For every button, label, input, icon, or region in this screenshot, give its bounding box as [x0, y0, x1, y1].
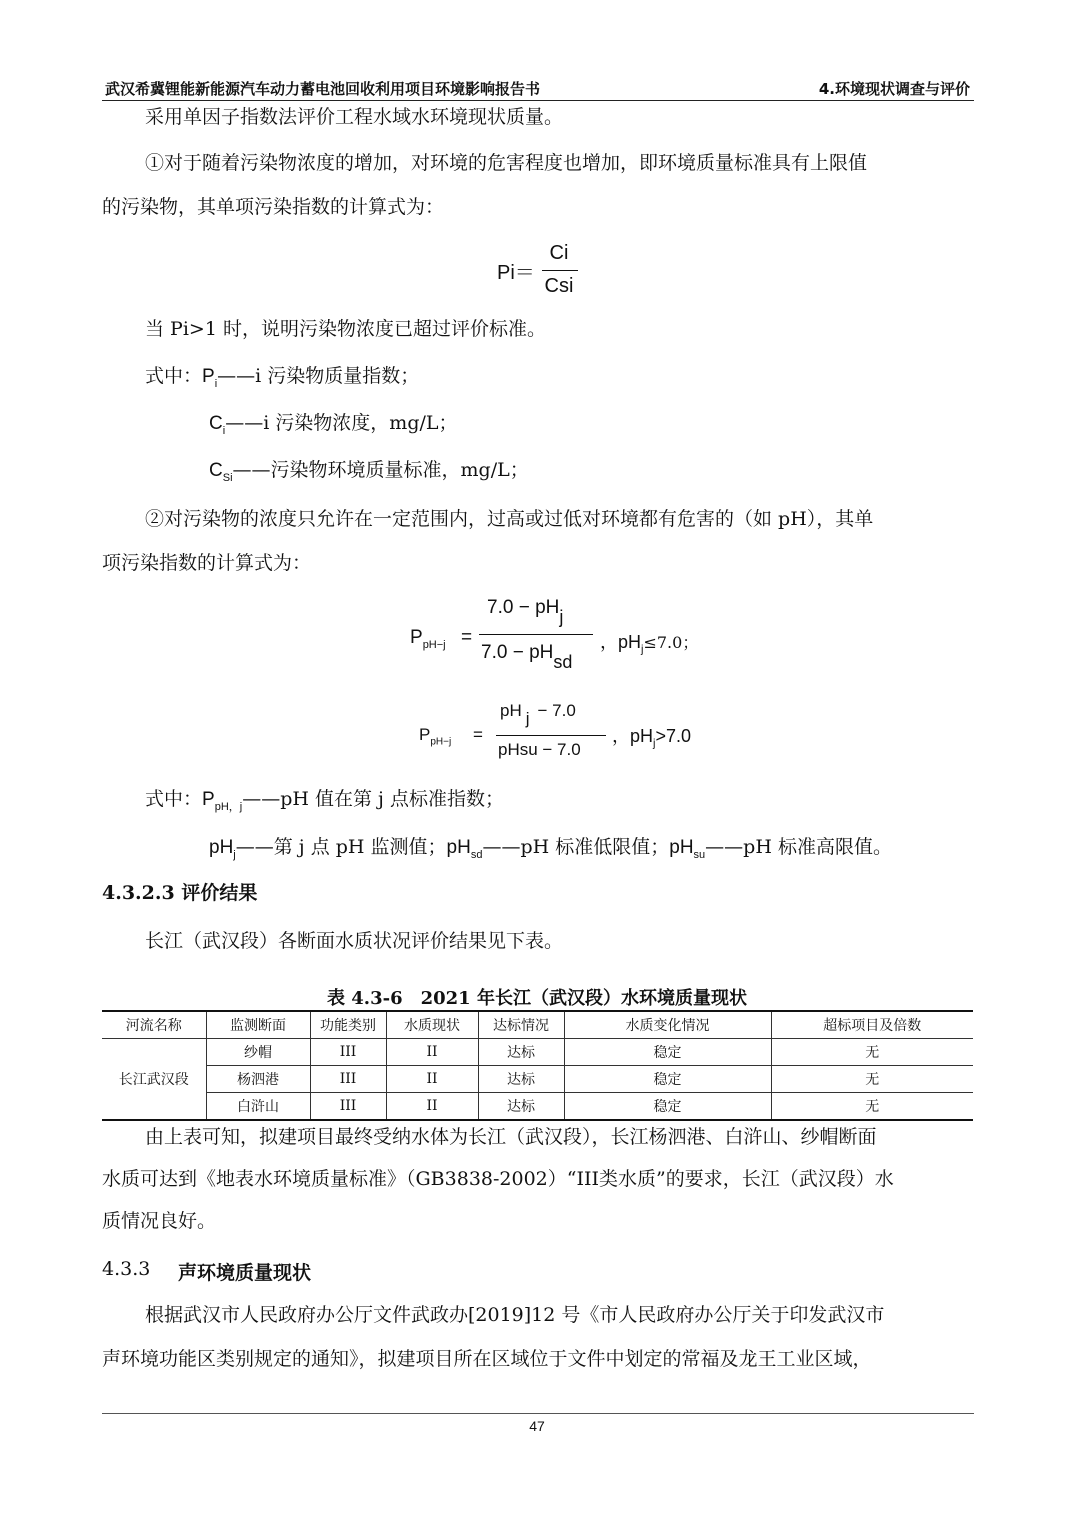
- paragraph-noise-line2: 声环境功能区类别规定的通知》，拟建项目所在区域位于文件中划定的常福及龙王工业区域，: [102, 1348, 872, 1370]
- formula3-lhs: $P_{pH-j}$: [419, 725, 452, 748]
- definition-pi: 式中：$P_i——i$ 污染物质量指数；: [145, 365, 420, 390]
- paragraph-method: 采用单因子指数法评价工程水域水环境现状质量。: [145, 106, 564, 128]
- table-cell: 达标: [478, 1093, 564, 1121]
- table-cell: 稳定: [564, 1093, 771, 1121]
- table-row: [102, 1066, 973, 1093]
- header-rule: [102, 100, 974, 101]
- table-cell: III: [310, 1039, 386, 1066]
- formula2-fraction-bar: [479, 634, 593, 635]
- table-cell: II: [386, 1066, 478, 1093]
- footer-rule: [102, 1413, 974, 1414]
- formula3-fraction-bar: [496, 735, 606, 736]
- paragraph-conclusion-line1: 由上表可知，拟建项目最终受纳水体为长江（武汉段），长江杨泗港、白浒山、纱帽断面: [145, 1126, 877, 1148]
- table-row: [102, 1039, 973, 1066]
- formula1-fraction-bar: [542, 270, 578, 271]
- formula3-numerator: pH j − 7.0: [500, 701, 576, 728]
- table-header-cell: 水质现状: [386, 1011, 478, 1039]
- table-cell: III: [310, 1093, 386, 1121]
- table-header-cell: 河流名称: [102, 1011, 206, 1039]
- table-cell: 稳定: [564, 1066, 771, 1093]
- table-cell: 达标: [478, 1039, 564, 1066]
- section-heading-4323: 4.3.2.3 评价结果: [102, 882, 258, 904]
- table-cell: 无: [771, 1066, 973, 1093]
- paragraph-ph-range-line2: 项污染指数的计算式为：: [102, 552, 312, 574]
- paragraph-upper-limit-line2: 的污染物，其单项污染指数的计算式为：: [102, 196, 445, 218]
- formula2-equals: =: [461, 627, 473, 648]
- paragraph-table-intro: 长江（武汉段）各断面水质状况评价结果见下表。: [145, 930, 564, 952]
- table-row: [102, 1093, 973, 1121]
- formula1-numerator: Ci: [549, 242, 569, 264]
- formula2-denominator: 7.0 − pHsd: [481, 642, 573, 672]
- paragraph-noise-line1: 根据武汉市人民政府办公厅文件武政办[2019]12 号《市人民政府办公厅关于印发武汉市: [145, 1304, 885, 1326]
- paragraph-conclusion-line2: 水质可达到《地表水环境质量标准》（GB3838-2002）“III类水质”的要求，长江（武汉段）水: [102, 1168, 894, 1190]
- table-header-row: [102, 1011, 973, 1039]
- table-cell-river: 长江武汉段: [102, 1039, 206, 1121]
- definition-pph: 式中：$P_{pH,j}——pH$ 值在第 j 点标准指数；: [145, 788, 504, 813]
- page-number: 47: [529, 1418, 545, 1434]
- paragraph-upper-limit-line1: ①对于随着污染物浓度的增加，对环境的危害程度也增加，即环境质量标准具有上限值: [145, 152, 868, 174]
- formula3-condition: ，$pH_j>7.0$: [612, 726, 692, 750]
- formula1-denominator: Csi: [544, 275, 574, 297]
- table-cell: 无: [771, 1093, 973, 1121]
- table-cell: 白浒山: [206, 1093, 310, 1121]
- paragraph-ph-range-line1: ②对污染物的浓度只允许在一定范围内，过高或过低对环境都有危害的（如 pH），其单: [145, 508, 874, 530]
- table-cell: 纱帽: [206, 1039, 310, 1066]
- section-title-433: 声环境质量现状: [178, 1262, 312, 1284]
- table-cell: 无: [771, 1039, 973, 1066]
- table-cell: II: [386, 1093, 478, 1121]
- table-cell: 稳定: [564, 1039, 771, 1066]
- definition-csi: $C_{Si}——$污染物环境质量标准，mg/L；: [209, 459, 529, 484]
- table-header-cell: 水质变化情况: [564, 1011, 771, 1039]
- definition-phj: $pH_j——$第 j 点 pH 监测值；$pH_{sd}——pH$ 标准低限值；$pH_{su}——pH$ 标准高限值。: [209, 836, 892, 861]
- table-header-cell: 超标项目及倍数: [771, 1011, 973, 1039]
- table-cell: 达标: [478, 1066, 564, 1093]
- table-caption: 表 4.3-6 2021 年长江（武汉段）水环境质量现状: [327, 988, 747, 1009]
- table-cell: 杨泗港: [206, 1066, 310, 1093]
- table-header-cell: 达标情况: [478, 1011, 564, 1039]
- paragraph-exceed: 当 Pi>1 时，说明污染物浓度已超过评价标准。: [145, 318, 546, 340]
- paragraph-conclusion-line3: 质情况良好。: [102, 1210, 217, 1232]
- formula3-equals: =: [473, 725, 483, 744]
- formula2-lhs: $P_{pH-j}$: [410, 627, 446, 651]
- table-header-cell: 监测断面: [206, 1011, 310, 1039]
- running-header-chapter: 4.环境现状调查与评价: [818, 80, 970, 98]
- formula1-lhs: Pi＝: [497, 262, 535, 284]
- table-cell: II: [386, 1039, 478, 1066]
- definition-ci: $C_i——i$ 污染物浓度，mg/L；: [209, 412, 458, 437]
- formula3-denominator: pHsu − 7.0: [498, 740, 581, 759]
- section-number-433: 4.3.3: [102, 1258, 151, 1280]
- formula2-numerator: 7.0 − pHj: [487, 597, 564, 627]
- table-header-cell: 功能类别: [310, 1011, 386, 1039]
- water-quality-table: [102, 1010, 973, 1121]
- formula2-condition: ，$pH_j\le 7.0$；: [600, 632, 699, 656]
- table-cell: III: [310, 1066, 386, 1093]
- running-header-title: 武汉希冀锂能新能源汽车动力蓄电池回收利用项目环境影响报告书: [105, 80, 541, 98]
